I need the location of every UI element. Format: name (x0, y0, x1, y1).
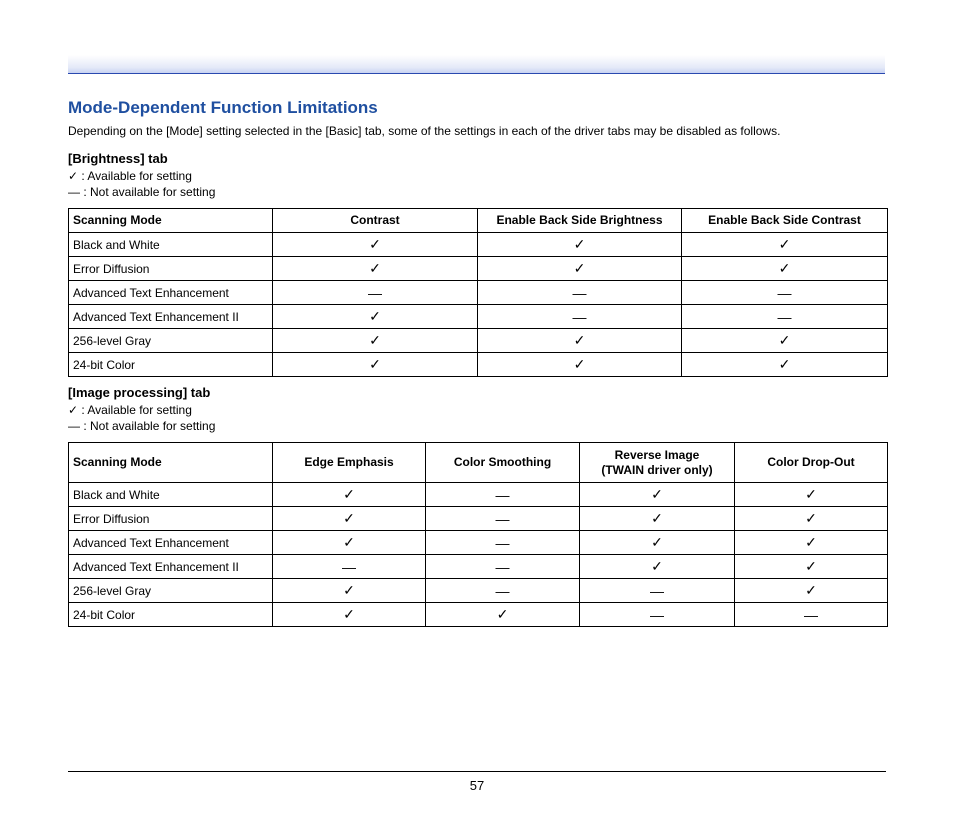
availability-mark: ✓ (273, 603, 426, 627)
availability-mark: — (426, 507, 580, 531)
brightness-legend (68, 168, 215, 200)
mode-cell: Advanced Text Enhancement II (69, 555, 273, 579)
mode-cell: Advanced Text Enhancement (69, 531, 273, 555)
table-row (69, 507, 888, 531)
table-row (69, 257, 888, 281)
availability-mark: — (273, 555, 426, 579)
availability-mark: ✓ (735, 483, 888, 507)
brightness-heading: [Brightness] tab (68, 151, 168, 166)
mode-cell: Error Diffusion (69, 257, 273, 281)
availability-mark: ✓ (735, 531, 888, 555)
column-header: Enable Back Side Contrast (682, 209, 888, 233)
table-row (69, 579, 888, 603)
availability-mark: ✓ (273, 579, 426, 603)
column-header-subtitle: (TWAIN driver only) (601, 462, 713, 477)
column-header: Edge Emphasis (273, 443, 426, 483)
availability-mark: ✓ (580, 483, 735, 507)
table-row (69, 531, 888, 555)
mode-cell: 24-bit Color (69, 353, 273, 377)
mode-cell: 256-level Gray (69, 329, 273, 353)
availability-mark: ✓ (478, 233, 682, 257)
availability-mark: ✓ (682, 257, 888, 281)
column-header-title: Reverse Image (614, 447, 700, 462)
availability-mark: ✓ (735, 579, 888, 603)
column-header: Enable Back Side Brightness (478, 209, 682, 233)
page-number: 57 (469, 778, 485, 793)
brightness-table (68, 208, 888, 377)
availability-mark: ✓ (478, 353, 682, 377)
table-header-row (69, 209, 888, 233)
availability-mark: ✓ (580, 507, 735, 531)
image-processing-heading: [Image processing] tab (68, 385, 211, 400)
image-processing-table (68, 442, 888, 627)
availability-mark: — (273, 281, 478, 305)
availability-mark: ✓ (273, 305, 478, 329)
mode-cell: Advanced Text Enhancement II (69, 305, 273, 329)
column-header: Scanning Mode (69, 209, 273, 233)
availability-mark: ✓ (273, 233, 478, 257)
mode-cell: Advanced Text Enhancement (69, 281, 273, 305)
availability-mark: ✓ (735, 555, 888, 579)
availability-mark: — (426, 555, 580, 579)
legend-available: ✓ : Available for setting (68, 403, 192, 417)
legend-not-available: — : Not available for setting (68, 419, 216, 433)
page-title: Mode-Dependent Function Limitations (68, 98, 378, 117)
table-header-row (69, 443, 888, 483)
availability-mark: ✓ (273, 507, 426, 531)
column-header: Color Smoothing (426, 443, 580, 483)
mode-cell: Error Diffusion (69, 507, 273, 531)
availability-mark: — (682, 281, 888, 305)
availability-mark: ✓ (478, 329, 682, 353)
availability-mark: — (580, 603, 735, 627)
availability-mark: — (426, 531, 580, 555)
availability-mark: — (580, 579, 735, 603)
column-header (580, 443, 735, 483)
table-row (69, 281, 888, 305)
table-row (69, 233, 888, 257)
availability-mark: ✓ (682, 233, 888, 257)
availability-mark: ✓ (478, 257, 682, 281)
column-header: Contrast (273, 209, 478, 233)
availability-mark: — (478, 305, 682, 329)
column-header: Color Drop-Out (735, 443, 888, 483)
mode-cell: 24-bit Color (69, 603, 273, 627)
availability-mark: — (735, 603, 888, 627)
availability-mark: ✓ (273, 531, 426, 555)
availability-mark: — (426, 579, 580, 603)
table-row (69, 305, 888, 329)
legend-available: ✓ : Available for setting (68, 169, 192, 183)
footer-rule (68, 771, 886, 772)
availability-mark: ✓ (273, 483, 426, 507)
intro-paragraph: Depending on the [Mode] setting selected in the [Basic] tab, some of the settings in each of the driver tabs may be disabled as follows. (68, 124, 781, 138)
availability-mark: ✓ (273, 329, 478, 353)
availability-mark: ✓ (735, 507, 888, 531)
availability-mark: ✓ (273, 257, 478, 281)
availability-mark: ✓ (682, 353, 888, 377)
availability-mark: — (682, 305, 888, 329)
table-row (69, 483, 888, 507)
availability-mark: ✓ (426, 603, 580, 627)
column-header: Scanning Mode (69, 443, 273, 483)
availability-mark: — (478, 281, 682, 305)
availability-mark: ✓ (580, 531, 735, 555)
table-row (69, 353, 888, 377)
mode-cell: 256-level Gray (69, 579, 273, 603)
availability-mark: ✓ (273, 353, 478, 377)
table-row (69, 555, 888, 579)
availability-mark: ✓ (580, 555, 735, 579)
legend-not-available: — : Not available for setting (68, 185, 216, 199)
mode-cell: Black and White (69, 233, 273, 257)
header-band (68, 55, 885, 74)
mode-cell: Black and White (69, 483, 273, 507)
table-row (69, 603, 888, 627)
image-processing-legend (68, 402, 215, 434)
table-row (69, 329, 888, 353)
availability-mark: — (426, 483, 580, 507)
availability-mark: ✓ (682, 329, 888, 353)
